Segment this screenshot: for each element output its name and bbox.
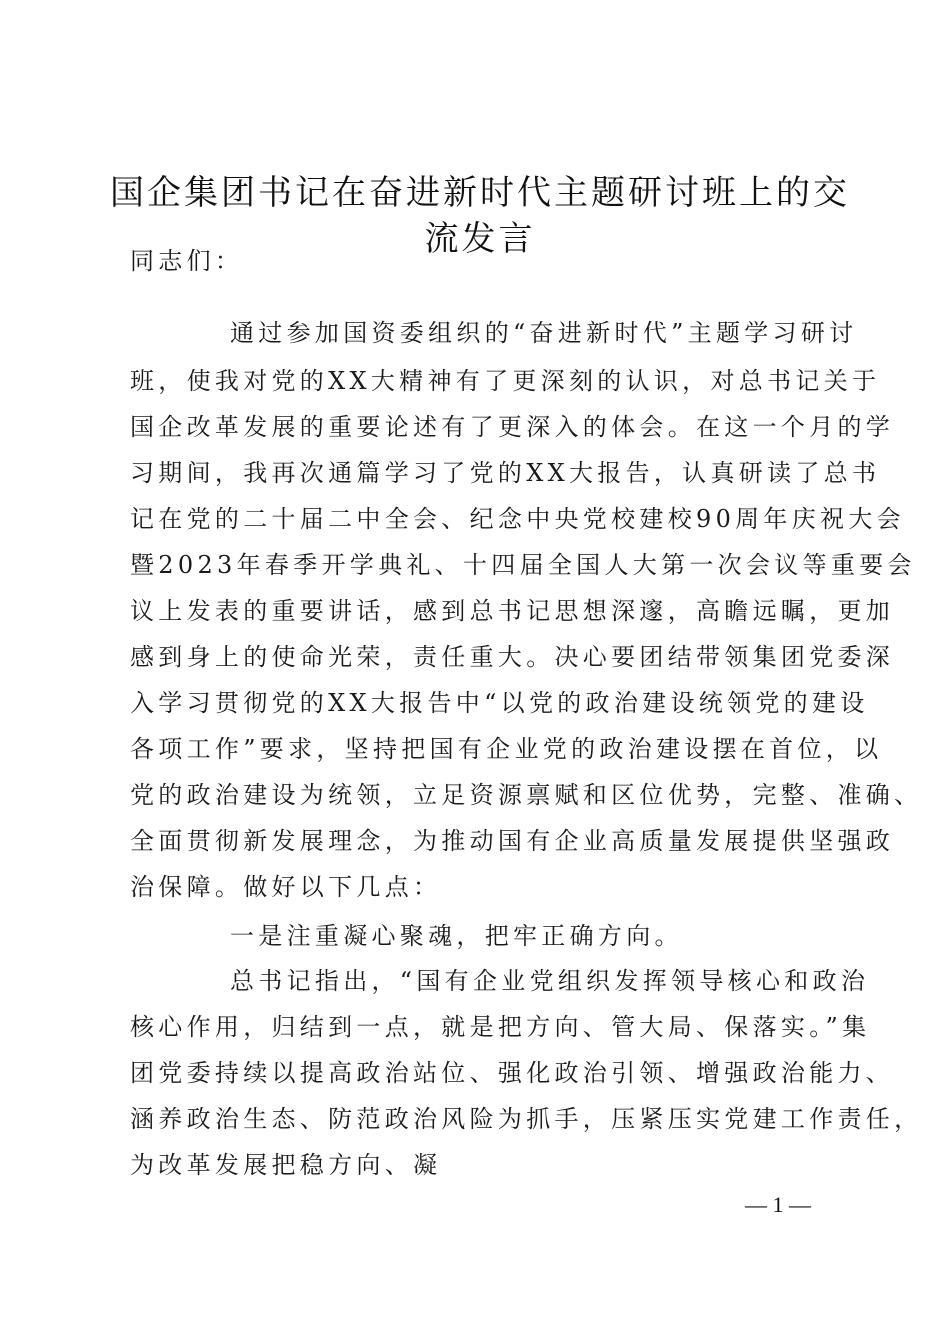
paragraph-line: 记在党的二十届二中全会、纪念中央党校建校90周年庆祝大会	[130, 505, 905, 533]
paragraph-line: 班，使我对党的XX大精神有了更深刻的认识，对总书记关于	[130, 367, 881, 395]
paragraph-line: 感到身上的使命光荣，责任重大。决心要团结带领集团党委深	[130, 643, 895, 671]
title-line-2: 流发言	[424, 219, 536, 259]
title-line-1: 国企集团书记在奋进新时代主题研讨班上的交	[110, 173, 850, 213]
paragraph-line: 为改革发展把稳方向、凝	[130, 1151, 442, 1179]
paragraph-line: 议上发表的重要讲话，感到总书记思想深邃，高瞻远瞩，更加	[130, 597, 895, 625]
paragraph-line: 总书记指出，“国有企业党组织发挥领导核心和政治	[230, 967, 870, 995]
page-number: — 1 —	[745, 1192, 811, 1217]
paragraph-line: 通过参加国资委组织的“奋进新时代”主题学习研讨	[230, 319, 858, 347]
paragraph-line: 习期间，我再次通篇学习了党的XX大报告，认真研读了总书	[130, 459, 881, 487]
paragraph-line: 涵养政治生态、防范政治风险为抓手，压紧压实党建工作责任，	[130, 1105, 923, 1133]
paragraph-line: 治保障。做好以下几点：	[130, 873, 442, 901]
paragraph-line: 国企改革发展的重要论述有了更深入的体会。在这一个月的学	[130, 413, 895, 441]
paragraph-line: 团党委持续以提高政治站位、强化政治引领、增强政治能力、	[130, 1059, 895, 1087]
section-heading: 一是注重凝心聚魂，把牢正确方向。	[230, 922, 683, 950]
paragraph-line: 入学习贯彻党的XX大报告中“以党的政治建设统领党的建设	[130, 689, 869, 717]
paragraph-line: 核心作用，归结到一点，就是把方向、管大局、保落实。”集	[130, 1013, 871, 1041]
paragraph-line: 暨2023年春季开学典礼、十四届全国人大第一次会议等重要会	[130, 551, 916, 579]
paragraph-line: 全面贯彻新发展理念，为推动国有企业高质量发展提供坚强政	[130, 827, 895, 855]
paragraph-line: 各项工作”要求，坚持把国有企业党的政治建设摆在首位，以	[130, 735, 883, 763]
salutation: 同志们：	[130, 247, 244, 275]
paragraph-line: 党的政治建设为统领，立足资源禀赋和区位优势，完整、准确、	[130, 781, 923, 809]
